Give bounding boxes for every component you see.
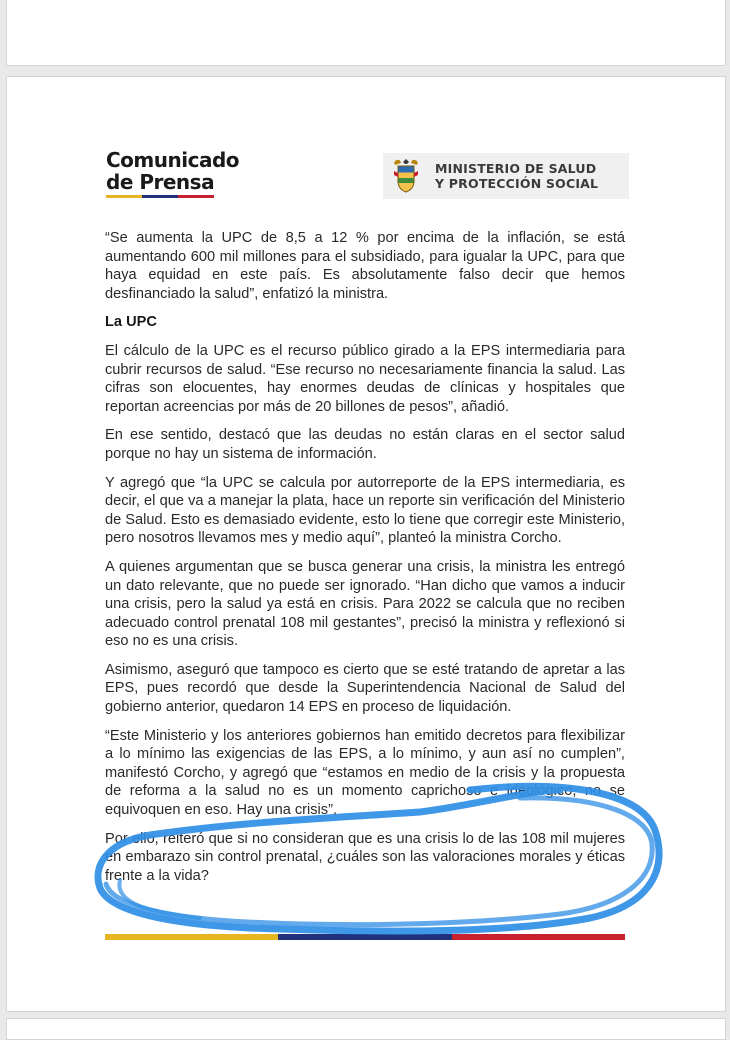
- document-page: [6, 76, 726, 1012]
- previous-page: [6, 0, 726, 66]
- press-release-body: [105, 229, 625, 895]
- section-heading: La UPC: [105, 314, 157, 331]
- ministry-line-1: MINISTERIO DE SALUD: [435, 161, 597, 176]
- paragraph-4: Y agregó que “la UPC se calcula por autorreporte de la EPS intermediaria, es decir, el que va a manejar la plata, hace un reporte sin verificación del Ministerio de Salud. Esto es demasiado evidente, esto lo tiene que corregir este Ministerio, pero nosotros llevamos mes y medio aquí”, planteó la ministra Corcho.: [105, 474, 625, 547]
- paragraph-2: El cálculo de la UPC es el recurso público girado a la EPS intermediaria para cubrir recursos de salud. “Ese recurso no necesariamente financia la salud. Las cifras son elocuentes, hay enormes deudas de clínicas y hospitales que reportan acreencias por más de 20 billones de pesos”, añadió.: [105, 342, 625, 415]
- paragraph-8: Por ello, reiteró que si no consideran que es una crisis lo de las 108 mil mujeres en embarazo sin control prenatal, ¿cuáles son las valoraciones morales y éticas frente a la vida?: [105, 830, 625, 884]
- paragraph-3: En ese sentido, destacó que las deudas no están claras en el sector salud porque no hay un sistema de información.: [105, 427, 625, 462]
- colombia-coat-of-arms-icon: [391, 159, 421, 193]
- flag-footer-bar: [105, 934, 625, 940]
- comunicado-de-prensa-logo: [106, 149, 239, 198]
- paragraph-7: “Este Ministerio y los anteriores gobiernos han emitido decretos para flexibilizar a lo mínimo las exigencias de las EPS, a lo mínimo, y aun así no cumplen”, manifestó Corcho, y agregó que “estamos en medio de la crisis y la propuesta de reforma a la salud no es un momento caprichoso e ideológico, no se equivoquen en eso. Hay una crisis”.: [105, 727, 625, 819]
- ministry-logo: [383, 153, 629, 199]
- ministry-line-2: Y PROTECCIÓN SOCIAL: [435, 176, 599, 191]
- brand-line-2: de Prensa: [106, 170, 215, 194]
- next-page: [6, 1018, 726, 1040]
- paragraph-1: “Se aumenta la UPC de 8,5 a 12 % por encima de la inflación, se está aumentando 600 mil millones para el subsidiado, para igualar la UPC, para que haya equidad en este país. Es absolutamente falso decir que hemos desfinanciado la salud”, enfatizó la ministra.: [105, 230, 625, 302]
- flag-underline: [106, 195, 214, 198]
- paragraph-5: A quienes argumentan que se busca generar una crisis, la ministra les entregó un dato relevante, que no puede ser ignorado. “Han dicho que vamos a inducir una crisis, pero la salud ya está en crisis. Para 2022 se calcula que no reciben adecuado control prenatal 108 mil gestantes”, precisó la ministra y reflexionó si eso no es una crisis.: [105, 558, 625, 650]
- paragraph-6: Asimismo, aseguró que tampoco es cierto que se esté tratando de apretar a las EPS, pues recordó que desde la Superintendencia Nacional de Salud del gobierno anterior, quedaron 14 EPS en proceso de liquidación.: [105, 661, 625, 716]
- brand-line-1: Comunicado: [106, 148, 239, 172]
- ministry-name: [435, 161, 598, 191]
